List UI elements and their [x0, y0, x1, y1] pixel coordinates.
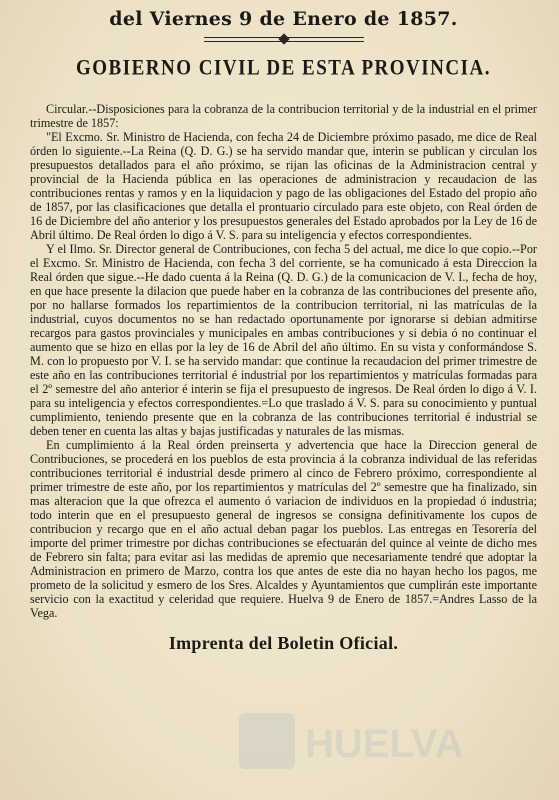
paragraph-director-communication: Y el Ilmo. Sr. Director general de Contribuciones, con fecha 5 del actual, me dice lo que copio.--Por el Excmo. Sr. Ministro de Hacienda, con fecha 3 del corriente, se ha comunicado á esta Direccion la Real órden que sigue.--He dado cuenta á la Reina (Q. D. G.) de la comunicacion de V. I., fecha de hoy, en que hace presente la dilacion que puede haber en la cobranza de las contribuciones del presente año, por no hallarse formados los repartimientos de la contribucion territorial, ni las matrículas de la industrial, cuyos documentos no se han redactado oportunamente por ignorarse si debian admitirse recargos para gastos provinciales y municipales en ambas contribuciones y si debia ó no continuar el aumento que se hizo en ellas por la ley de 16 de Abril del año último. En su vista y conformándose S. M. con lo propuesto por V. I. se ha servido mandar: que continue la recaudacion del primer trimestre de este año en las contribuciones territorial é industrial por los repartimientos y matrículas formadas para el 2º semestre del año anterior é interin se fija el presupuesto de ingresos. De Real órden lo digo á V. I. para su inteligencia y efectos correspondientes.=Lo que traslado á V. S. para su conocimiento y puntual cumplimiento, teniendo presente que en la cobranza de las contribuciones territorial é industrial se deben tener en cuenta las altas y bajas justificadas y naturales de las mismas.	[30, 242, 537, 438]
section-title: GOBIERNO CIVIL DE ESTA PROVINCIA.	[76, 56, 491, 81]
watermark-text: HUELVA	[305, 722, 464, 766]
ornamental-rule	[204, 37, 364, 42]
library-watermark-icon	[235, 705, 475, 775]
printer-imprint: Imprenta del Boletin Oficial.	[168, 633, 399, 653]
paragraph-intro: Circular.--Disposiciones para la cobranza de la contribucion territorial y de la industrial en el primer trimestre de 1857:	[30, 102, 537, 130]
paragraph-compliance: En cumplimiento á la Real órden preinserta y advertencia que hace la Direccion general de Contribuciones, se procederá en los pueblos de esta provincia á la cobranza individual de las referidas contribuciones territorial é industrial desde primero al cinco de Febrero próximo, correspondiente al primer trimestre de este año, por los repartimientos y matrículas del 2º semestre que ha finalizado, sin mas alteracion que la que ofrezca el aumento ó variacion de individuos en la propiedad ó industria; todo interin que en el presupuesto general de ingresos se consigna definitivamente los cupos de contribucion y recargo que en el año actual deban pagar los pueblos. Las entregas en Tesorería del importe del primer trimestre por dichas contribuciones se efectuarán del quince al veinte de dicho mes de Febrero sin falta; para evitar asi las medidas de apremio que necesariamente tendré que adoptar la Administracion en primero de Marzo, contra los que antes de este dia no hayan hecho los pagos, me prometo de la solicitud y esmero de los Sres. Alcaldes y Ayuntamientos que cumplirán este importante servicio con la exactitud y celeridad que requiere. Huelva 9 de Enero de 1857.=Andres Lasso de la Vega.	[30, 438, 537, 620]
header-date: del Viernes 9 de Enero de 1857.	[109, 8, 458, 30]
circular-body	[30, 102, 537, 620]
paragraph-ministerial-order: "El Excmo. Sr. Ministro de Hacienda, con fecha 24 de Diciembre próximo pasado, me dice de Real órden lo siguiente.--La Reina (Q. D. G.) se ha servido mandar que, interin se publican y circulan los presupuestos detallados para el año próximo, se rijan las oficinas de la Administracion central y provincial de la Hacienda pública en las operaciones de administracion y recaudacion de las contribuciones rentas y ramos y en la liquidacion y pago de las obligaciones del Estado del propio año de 1857, por las clasificaciones que detalla el prontuario circulado para este objeto, con Real órden de 16 de Diciembre del año anterior y los presupuestos generales del Estado aprobados por la Ley de 16 de Abril último. De Real órden lo digo á V. S. para su inteligencia y efectos correspondientes.	[30, 130, 537, 242]
